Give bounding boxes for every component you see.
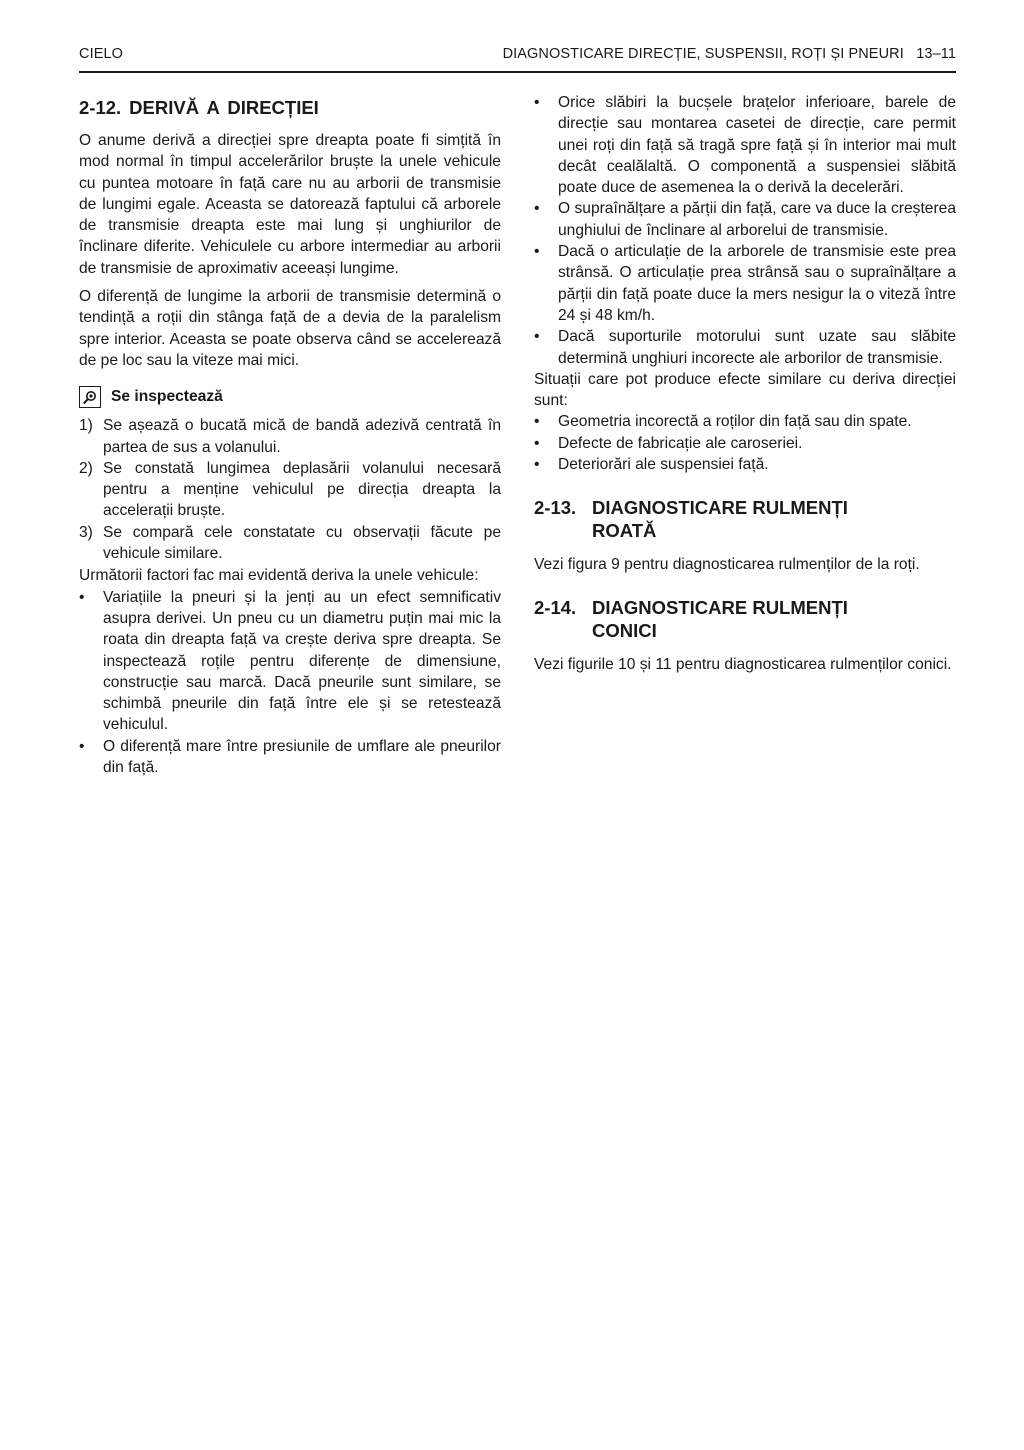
list-item (79, 736, 501, 779)
list-item (79, 458, 501, 522)
paragraph: Situații care pot produce efecte similare cu deriva direcției sunt: (534, 370, 956, 410)
right-column (534, 92, 956, 675)
list-item (534, 411, 956, 432)
header-right: DIAGNOSTICARE DIRECȚIE, SUSPENSII, ROȚI ȘI PNEURI 13–11 (502, 46, 956, 62)
bullet: • (534, 94, 540, 111)
paragraph: Următorii factori fac mai evidentă deriva la unele vehicule: (79, 567, 479, 585)
section-heading: DIAGNOSTICARE RULMENȚI CONICI (592, 596, 848, 641)
section-heading: DIAGNOSTICARE RULMENȚI ROATĂ (592, 497, 848, 542)
step-text: Se constată lungimea deplasării volanului necesară pentru a menține vehiculul pe direcția dreapta la accelerații bruște. (103, 459, 501, 520)
bullet: • (534, 413, 540, 431)
bullet-text: Geometria incorectă a roților din față sau din spate. (558, 413, 912, 431)
step-text: Se așează o bucată mică de bandă adezivă centrată în partea de sus a volanului. (103, 417, 501, 456)
list-item (534, 454, 956, 475)
section-title-2-13 (534, 496, 956, 542)
section-title-2-14 (534, 596, 956, 642)
bullet: • (534, 328, 540, 346)
section-number: 2-14. (534, 596, 577, 618)
bullet-text: Variațiile la pneuri și la jenți au un efect semnificativ asupra derivei. Un pneu cu un diametru puțin mai mic la roata din dreapta față va crește deriva spre dreapta. Se inspectează roțile pentru diferențe de dimensiune, construcție sau marcă. Dacă pneurile sunt similare, se schimbă pneurile din față între ele și se retestează vehiculul. (103, 588, 501, 734)
bullet-text: Dacă suporturile motorului sunt uzate sau slăbite determină unghiuri incorecte ale arborilor de transmisie. (558, 328, 956, 367)
list-item (534, 241, 956, 326)
header-rule (79, 71, 956, 73)
bullet-text: Deteriorări ale suspensiei față. (558, 456, 769, 474)
step-number: 2) (79, 459, 93, 477)
eye-magnifier-icon (82, 389, 98, 405)
bullet-text: O diferență mare între presiunile de umflare ale pneurilor din față. (103, 737, 501, 777)
bullet-text: O supraînălțare a părții din față, care va duce la creșterea unghiului de înclinare al arborelui de transmisie. (558, 200, 956, 239)
similar-effects-list (534, 411, 956, 475)
list-item (534, 198, 956, 241)
inspect-icon (79, 386, 101, 408)
bullet-text: Dacă o articulație de la arborele de transmisie este prea strânsă. O articulație prea strânsă sau o supraînălțare a părții din față poate duce la mers nesigur la o viteză între 24 și 48 km/h. (558, 243, 956, 324)
inspect-heading (79, 384, 501, 408)
step-number: 3) (79, 523, 93, 541)
steps-list (79, 415, 501, 564)
list-item (534, 433, 956, 454)
bullet: • (534, 434, 540, 452)
list-item (79, 587, 501, 736)
causes-list (534, 92, 956, 369)
bullet-text: Defecte de fabricație ale caroseriei. (558, 434, 803, 452)
section-number: 2-12. (79, 97, 122, 118)
bullet: • (79, 737, 85, 755)
left-column (79, 92, 501, 778)
paragraph: Vezi figurile 10 și 11 pentru diagnosticarea rulmenților conici. (534, 655, 952, 673)
paragraph: O anume derivă a direcției spre dreapta poate fi simțită în mod normal în timpul accelerărilor bruște la unele vehicule cu puntea motoare în față care nu au arborii de transmisie de lungimi egale. Aceasta se datorează faptului că arborele de transmisie dreapta este mai lung și unghiurilor de înclinare diferite. Vehiculele cu arbore intermediar au arborii de transmisie de aproximativ aceeași lungime. (79, 132, 501, 277)
header-left: CIELO (79, 46, 124, 62)
list-item (534, 92, 956, 198)
bullet: • (79, 588, 85, 606)
bullet: • (534, 243, 540, 261)
list-item (79, 415, 501, 458)
bullet-text: Orice slăbiri la bucșele brațelor inferioare, barele de direcție sau montarea casetei de direcție, care permit unei roți din față să tragă spre față și în interior mai mult decât cealălaltă. O componentă a suspensiei slăbită poate duce de asemenea la o derivă la decelerări. (558, 94, 956, 197)
page-header (79, 46, 956, 62)
section-title-2-12 (79, 96, 501, 119)
step-text: Se compară cele constatate cu observații făcute pe vehicule similare. (103, 523, 501, 563)
list-item (534, 326, 956, 369)
section-heading: DERIVĂ A DIRECȚIEI (129, 97, 319, 118)
step-number: 1) (79, 417, 93, 435)
list-item (79, 522, 501, 565)
bullet: • (534, 200, 540, 218)
inspect-label: Se inspectează (111, 387, 223, 405)
section-number: 2-13. (534, 497, 577, 519)
paragraph: Vezi figura 9 pentru diagnosticarea rulmenților de la roți. (534, 556, 920, 574)
bullet: • (534, 456, 540, 474)
factors-list (79, 587, 501, 779)
paragraph: O diferență de lungime la arborii de transmisie determină o tendință a roții din stânga față de a devia de la paralelism spre interior. Aceasta se poate observa când se accelerează de pe loc sau la viteze mai mici. (79, 288, 501, 369)
